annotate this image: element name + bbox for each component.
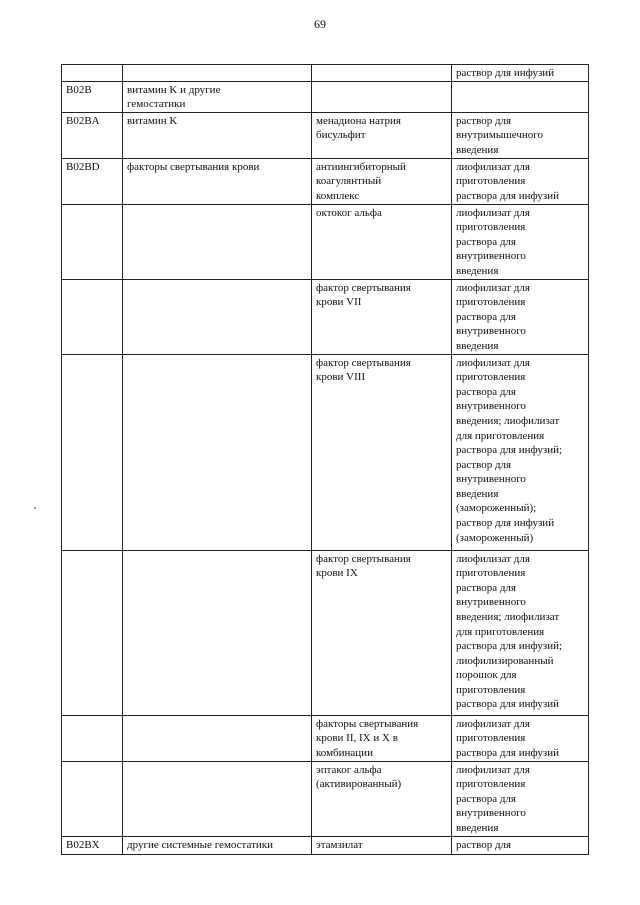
table-row [62,158,589,204]
drug-name-cell: менадиона натрия бисульфит [312,112,452,158]
drug-name-cell [312,65,452,82]
drug-name-cell: фактор свертывания крови VIII [312,354,452,550]
dosage-form-cell: раствор для внутримышечного введения [452,112,589,158]
drug-name-cell: фактор свертывания крови VII [312,279,452,354]
table-row [62,761,589,836]
atc-code-cell [62,354,123,550]
dosage-form-cell: лиофилизат для приготовления раствора для инфузий [452,158,589,204]
pharmacological-group-cell [123,65,312,82]
table-row [62,81,589,112]
pharmacological-group-cell: витамин K [123,112,312,158]
atc-code-cell [62,715,123,761]
pharmacological-group-cell: витамин K и другие гемостатики [123,81,312,112]
pharmacological-group-cell [123,550,312,715]
dosage-form-cell: лиофилизат для приготовления раствора для внутривенного введения [452,204,589,279]
drug-name-cell: фактор свертывания крови IX [312,550,452,715]
dosage-form-cell: раствор для [452,836,589,854]
atc-code-cell: B02BX [62,836,123,854]
atc-code-cell: B02BD [62,158,123,204]
table-row [62,550,589,715]
pharmacological-group-cell [123,279,312,354]
drug-classification-table [61,64,589,855]
drug-name-cell: факторы свертывания крови II, IX и X в комбинации [312,715,452,761]
dosage-form-cell: лиофилизат для приготовления раствора для инфузий [452,715,589,761]
pharmacological-group-cell [123,761,312,836]
dosage-form-cell: лиофилизат для приготовления раствора для внутривенного введения; лиофилизат для приготовления раствора для инфузий; лиофилизированный порошок для приготовления раствора для инфузий [452,550,589,715]
drug-name-cell: эптаког альфа (активированный) [312,761,452,836]
pharmacological-group-cell: другие системные гемостатики [123,836,312,854]
atc-code-cell [62,65,123,82]
pharmacological-group-cell: факторы свертывания крови [123,158,312,204]
drug-name-cell: октоког альфа [312,204,452,279]
atc-code-cell [62,279,123,354]
table-row [62,112,589,158]
atc-code-cell: B02B [62,81,123,112]
atc-code-cell [62,204,123,279]
table-row [62,279,589,354]
drug-name-cell: антиингибиторный коагулянтный комплекс [312,158,452,204]
scan-speck [34,507,36,509]
table-row [62,354,589,550]
pharmacological-group-cell [123,204,312,279]
dosage-form-cell: лиофилизат для приготовления раствора для внутривенного введения [452,279,589,354]
atc-code-cell: B02BA [62,112,123,158]
table-row [62,65,589,82]
table-row [62,204,589,279]
atc-code-cell [62,761,123,836]
dosage-form-cell: раствор для инфузий [452,65,589,82]
page-number: 69 [314,17,326,31]
table-row [62,836,589,854]
drug-name-cell [312,81,452,112]
atc-code-cell [62,550,123,715]
drug-name-cell: этамзилат [312,836,452,854]
pharmacological-group-cell [123,715,312,761]
table-row [62,715,589,761]
pharmacological-group-cell [123,354,312,550]
dosage-form-cell: лиофилизат для приготовления раствора для внутривенного введения [452,761,589,836]
dosage-form-cell [452,81,589,112]
dosage-form-cell: лиофилизат для приготовления раствора для внутривенного введения; лиофилизат для приготовления раствора для инфузий; раствор для внутривенного введения (замороженный); раствор для инфузий (замороженный) [452,354,589,550]
